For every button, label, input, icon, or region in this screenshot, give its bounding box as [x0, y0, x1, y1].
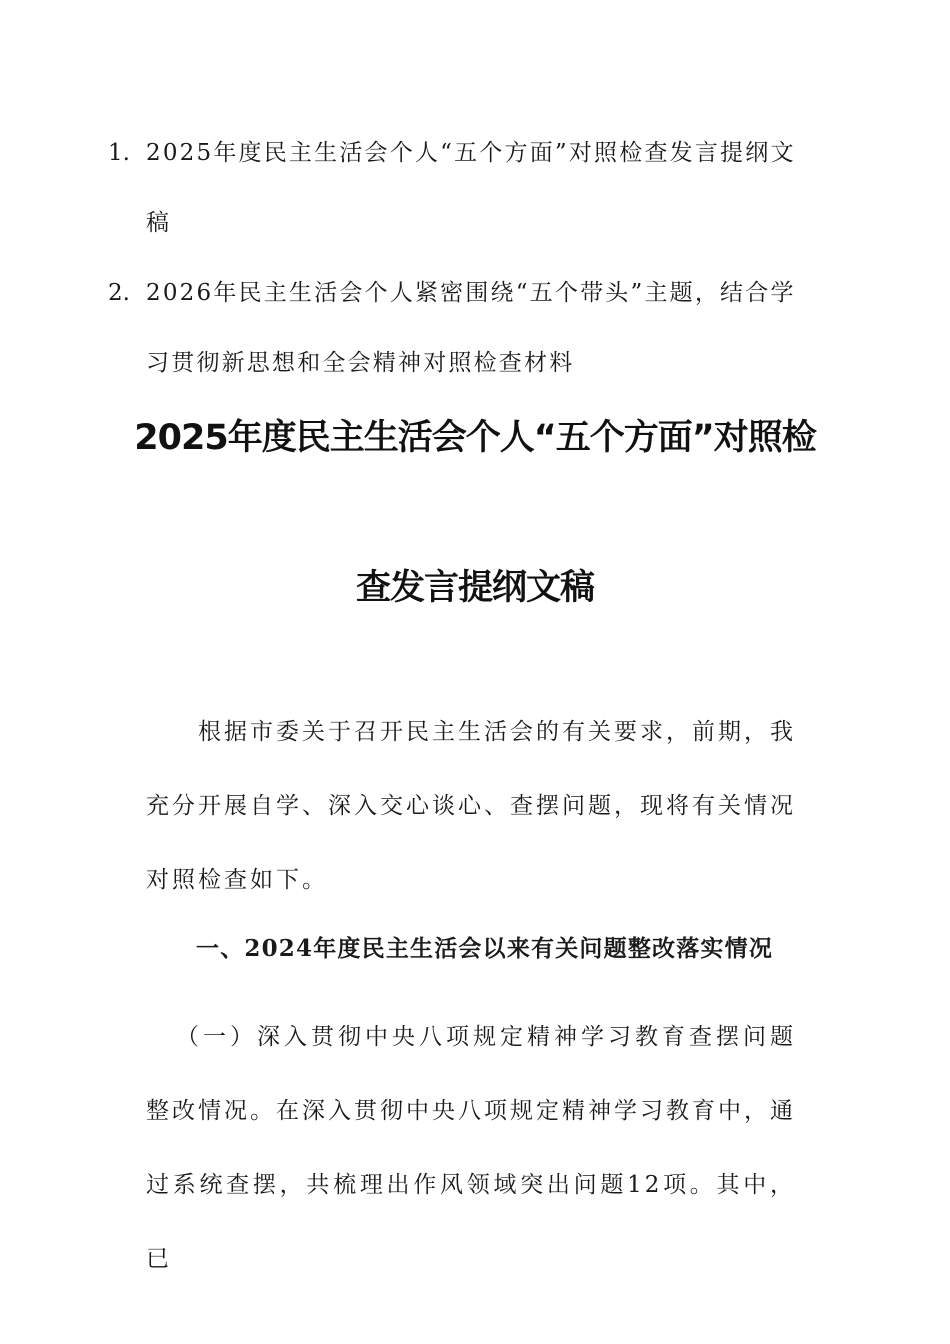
section-paragraph: （一）深入贯彻中央八项规定精神学习教育查摆问题整改情况。在深入贯彻中央八项规定精神学习教育中，通过系统查摆，共梳理出作风领域突出问题12项。其中，已: [146, 1024, 796, 1272]
toc-item[interactable]: [108, 258, 808, 398]
document-title-line-1: 2025年度民主生活会个人“五个方面”对照检: [134, 418, 816, 458]
toc-item-number: 2.: [108, 280, 130, 306]
toc-item-number: 1.: [108, 140, 130, 166]
toc-item-text: 2025年度民主生活会个人“五个方面”对照检查发言提纲文稿: [146, 140, 796, 236]
table-of-contents: [108, 118, 808, 398]
document-title-line-2: 查发言提纲文稿: [355, 568, 594, 608]
section-heading: 一、2024年度民主生活会以来有关问题整改落实情况: [196, 935, 774, 962]
intro-paragraph: 根据市委关于召开民主生活会的有关要求，前期，我充分开展自学、深入交心谈心、查摆问题，现将有关情况对照检查如下。: [146, 719, 796, 893]
toc-item[interactable]: [108, 118, 808, 258]
toc-item-text: 2026年民主生活会个人紧密围绕“五个带头”主题，结合学习贯彻新思想和全会精神对照检查材料: [146, 280, 796, 376]
